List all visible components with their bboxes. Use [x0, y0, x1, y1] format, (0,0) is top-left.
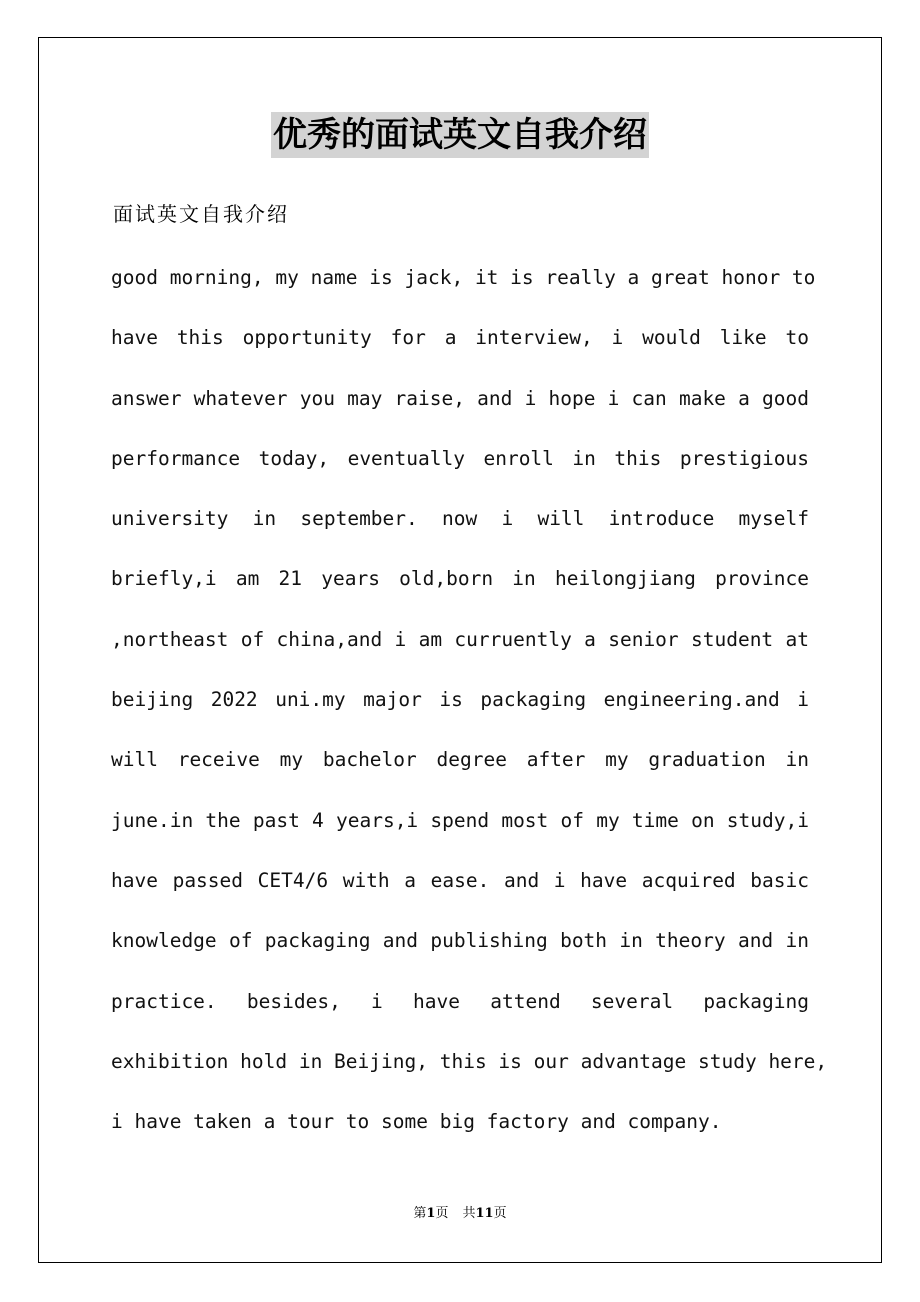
paragraph-line: performance today, eventually enroll in this prestigious: [111, 446, 809, 470]
page-suffix: 页: [435, 1206, 449, 1221]
paragraph-line: university in september. now i will introduce myself: [111, 507, 809, 531]
paragraph-line: knowledge of packaging and publishing both in theory and in: [111, 929, 809, 953]
paragraph-line: have passed CET4/6 with a ease. and i have acquired basic: [111, 868, 809, 892]
title-container: [0, 112, 920, 158]
paragraph-line: june.in the past 4 years,i spend most of my time on study,i: [111, 808, 809, 832]
total-prefix: 共: [462, 1206, 476, 1221]
paragraph-line: have this opportunity for a interview, i would like to: [111, 326, 809, 350]
document-title: 优秀的面试英文自我介绍: [271, 112, 649, 158]
page-number: 1: [426, 1206, 436, 1221]
paragraph-line: exhibition hold in Beijing, this is our advantage study here,: [111, 1049, 828, 1073]
body-paragraph: [111, 248, 828, 1152]
document-subtitle: 面试英文自我介绍: [113, 202, 289, 226]
total-suffix: 页: [493, 1206, 507, 1221]
paragraph-line: practice. besides, i have attend several packaging: [111, 989, 809, 1013]
paragraph-line: briefly,i am 21 years old,born in heilongjiang province: [111, 567, 809, 591]
total-pages: 11: [475, 1206, 494, 1221]
paragraph-line: good morning, my name is jack, it is really a great honor to: [111, 266, 816, 289]
page-prefix: 第: [413, 1206, 427, 1221]
paragraph-line: i have taken a tour to some big factory and company.: [111, 1110, 722, 1134]
page-footer: [0, 1204, 920, 1224]
paragraph-line: will receive my bachelor degree after my graduation in: [111, 748, 809, 772]
paragraph-line: ,northeast of china,and i am curruently a senior student at: [111, 627, 809, 651]
paragraph-line: beijing 2022 uni.my major is packaging engineering.and i: [111, 688, 809, 712]
paragraph-line: answer whatever you may raise, and i hope i can make a good: [111, 386, 809, 410]
